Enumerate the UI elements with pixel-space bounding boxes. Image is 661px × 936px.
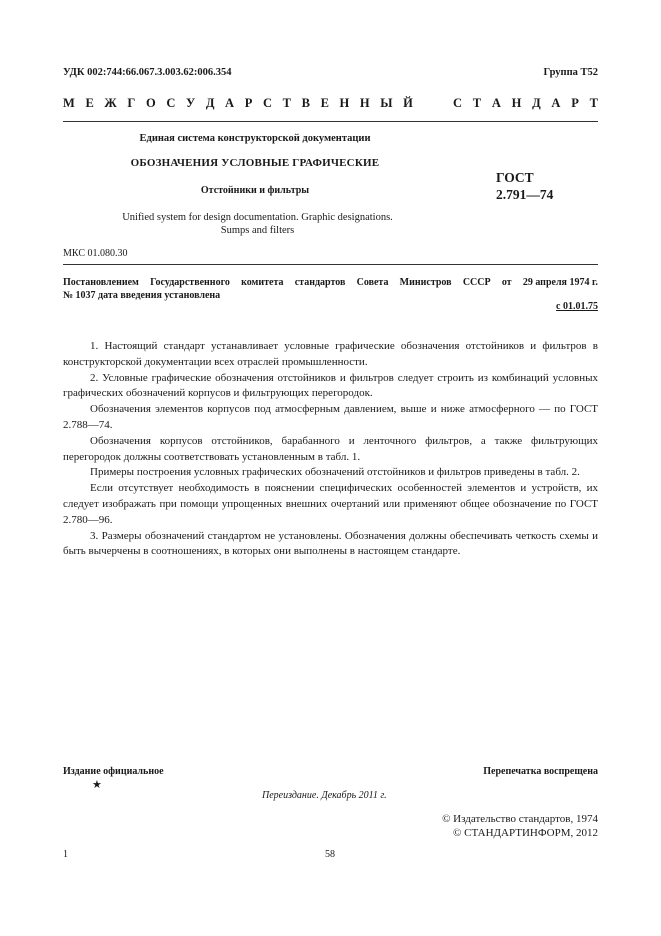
decree-word: стандартов — [294, 277, 346, 288]
body-paragraph: Обозначения элементов корпусов под атмосферным давлением, выше и ниже атмосферного — по ГОСТ 2.788—74. — [63, 403, 598, 431]
gost-number: 2.791—74 — [496, 187, 554, 202]
banner-letter: Н — [511, 96, 522, 110]
gost-label: ГОСТ — [496, 170, 534, 185]
body-paragraph: Если отсутствует необходимость в пояснении специфических особенностей элементов и устройств, их следует изображать при помощи упрощенных внешних очертаний или применяют общее обозначение по ГОСТ 2.780—96. — [63, 482, 598, 526]
banner-letter: Й — [403, 96, 413, 110]
banner-letter: Г — [127, 96, 136, 110]
decree-line1 — [63, 276, 598, 289]
copyright-line2: © СТАНДАРТИНФОРМ, 2012 — [453, 826, 598, 839]
banner-letter: Ы — [380, 96, 393, 110]
document-subtitle: Отстойники и фильтры — [200, 185, 310, 196]
banner-letter: Т — [589, 96, 598, 110]
banner-letter: С — [453, 96, 463, 110]
banner-word-interstate — [63, 96, 413, 111]
decree-text — [63, 276, 598, 302]
decree-word: Государственного — [150, 277, 230, 288]
banner-letter: Ж — [104, 96, 117, 110]
banner-letter: Т — [282, 96, 291, 110]
star-icon: ★ — [92, 779, 102, 791]
decree-word: Совета — [356, 277, 389, 288]
decree-word: Постановлением — [63, 277, 139, 288]
body-paragraph: Примеры построения условных графических обозначений отстойников и фильтров приведены в табл. 2. — [90, 466, 580, 479]
banner-word-standard — [453, 96, 598, 111]
banner-letter: Р — [244, 96, 253, 110]
body-paragraph: 2. Условные графические обозначения отстойников и фильтров следует строить из комбинаций условных графических обозначений корпусов и фильтрующих перегородок. — [63, 371, 598, 400]
decree-word: 29 апреля 1974 г. — [522, 277, 598, 288]
banner-letter: Е — [320, 96, 329, 110]
banner-letter: Н — [359, 96, 370, 110]
body-paragraph: 1. Настоящий стандарт устанавливает условные графические обозначения отстойников и фильтров в конструкторской документации всех отраслей промышленности. — [63, 340, 598, 368]
group-code: Группа Т52 — [543, 67, 598, 78]
banner-letter: Н — [339, 96, 350, 110]
banner-letter: Т — [472, 96, 482, 110]
mks-divider — [63, 264, 598, 265]
effective-date: с 01.01.75 — [556, 301, 598, 312]
banner-letter: С — [262, 96, 272, 110]
decree-word: Министров — [399, 277, 452, 288]
banner-letter: У — [186, 96, 196, 110]
banner-letter: С — [166, 96, 176, 110]
banner-letter: О — [145, 96, 156, 110]
page-number: 58 — [325, 849, 335, 860]
banner-letter: Р — [571, 96, 579, 110]
body-paragraph: 3. Размеры обозначений стандартом не установлены. Обозначения должны обеспечивать четкость схемы и быть вычерчены в соотношениях, в которых они выполнены в настоящем стандарте. — [63, 529, 598, 558]
banner-letter: М — [63, 96, 75, 110]
document-title: ОБОЗНАЧЕНИЯ УСЛОВНЫЕ ГРАФИЧЕСКИЕ — [130, 157, 380, 169]
header-divider — [63, 121, 598, 122]
banner-letter: Е — [85, 96, 94, 110]
decree-line2: № 1037 дата введения установлена — [63, 290, 221, 301]
decree-word: комитета — [241, 277, 284, 288]
banner-letter: Д — [532, 96, 541, 110]
gost-designation — [496, 169, 553, 203]
banner-letter: А — [551, 96, 561, 110]
standard-banner — [63, 96, 598, 111]
edition-number: 1 — [63, 849, 68, 860]
body-text — [63, 339, 598, 560]
english-title — [105, 211, 410, 237]
decree-word: СССР — [462, 277, 491, 288]
copyright-line1: © Издательство стандартов, 1974 — [442, 813, 598, 825]
edition-label: Издание официальное — [63, 766, 164, 777]
body-paragraph: Обозначения корпусов отстойников, барабанного и ленточного фильтров, а также фильтрующих перегородок должны соответствовать установленным в табл. 1. — [63, 434, 598, 463]
english-title-line1: Unified system for design documentation. Graphic designations. — [122, 212, 393, 223]
english-title-line2: Sumps and filters — [220, 225, 295, 236]
banner-letter: В — [301, 96, 310, 110]
banner-letter: А — [491, 96, 501, 110]
reissue-note: Переиздание. Декабрь 2011 г. — [262, 790, 387, 801]
banner-letter: Д — [205, 96, 215, 110]
banner-letter: А — [225, 96, 235, 110]
system-title: Единая система конструкторской документации — [139, 133, 371, 144]
decree-word: от — [501, 277, 512, 288]
udk-code: УДК 002:744:66.067.3.003.62:006.354 — [63, 67, 232, 78]
mks-code: МКС 01.080.30 — [63, 248, 128, 259]
reprint-notice: Перепечатка воспрещена — [483, 766, 598, 777]
copyright-block — [442, 813, 598, 840]
